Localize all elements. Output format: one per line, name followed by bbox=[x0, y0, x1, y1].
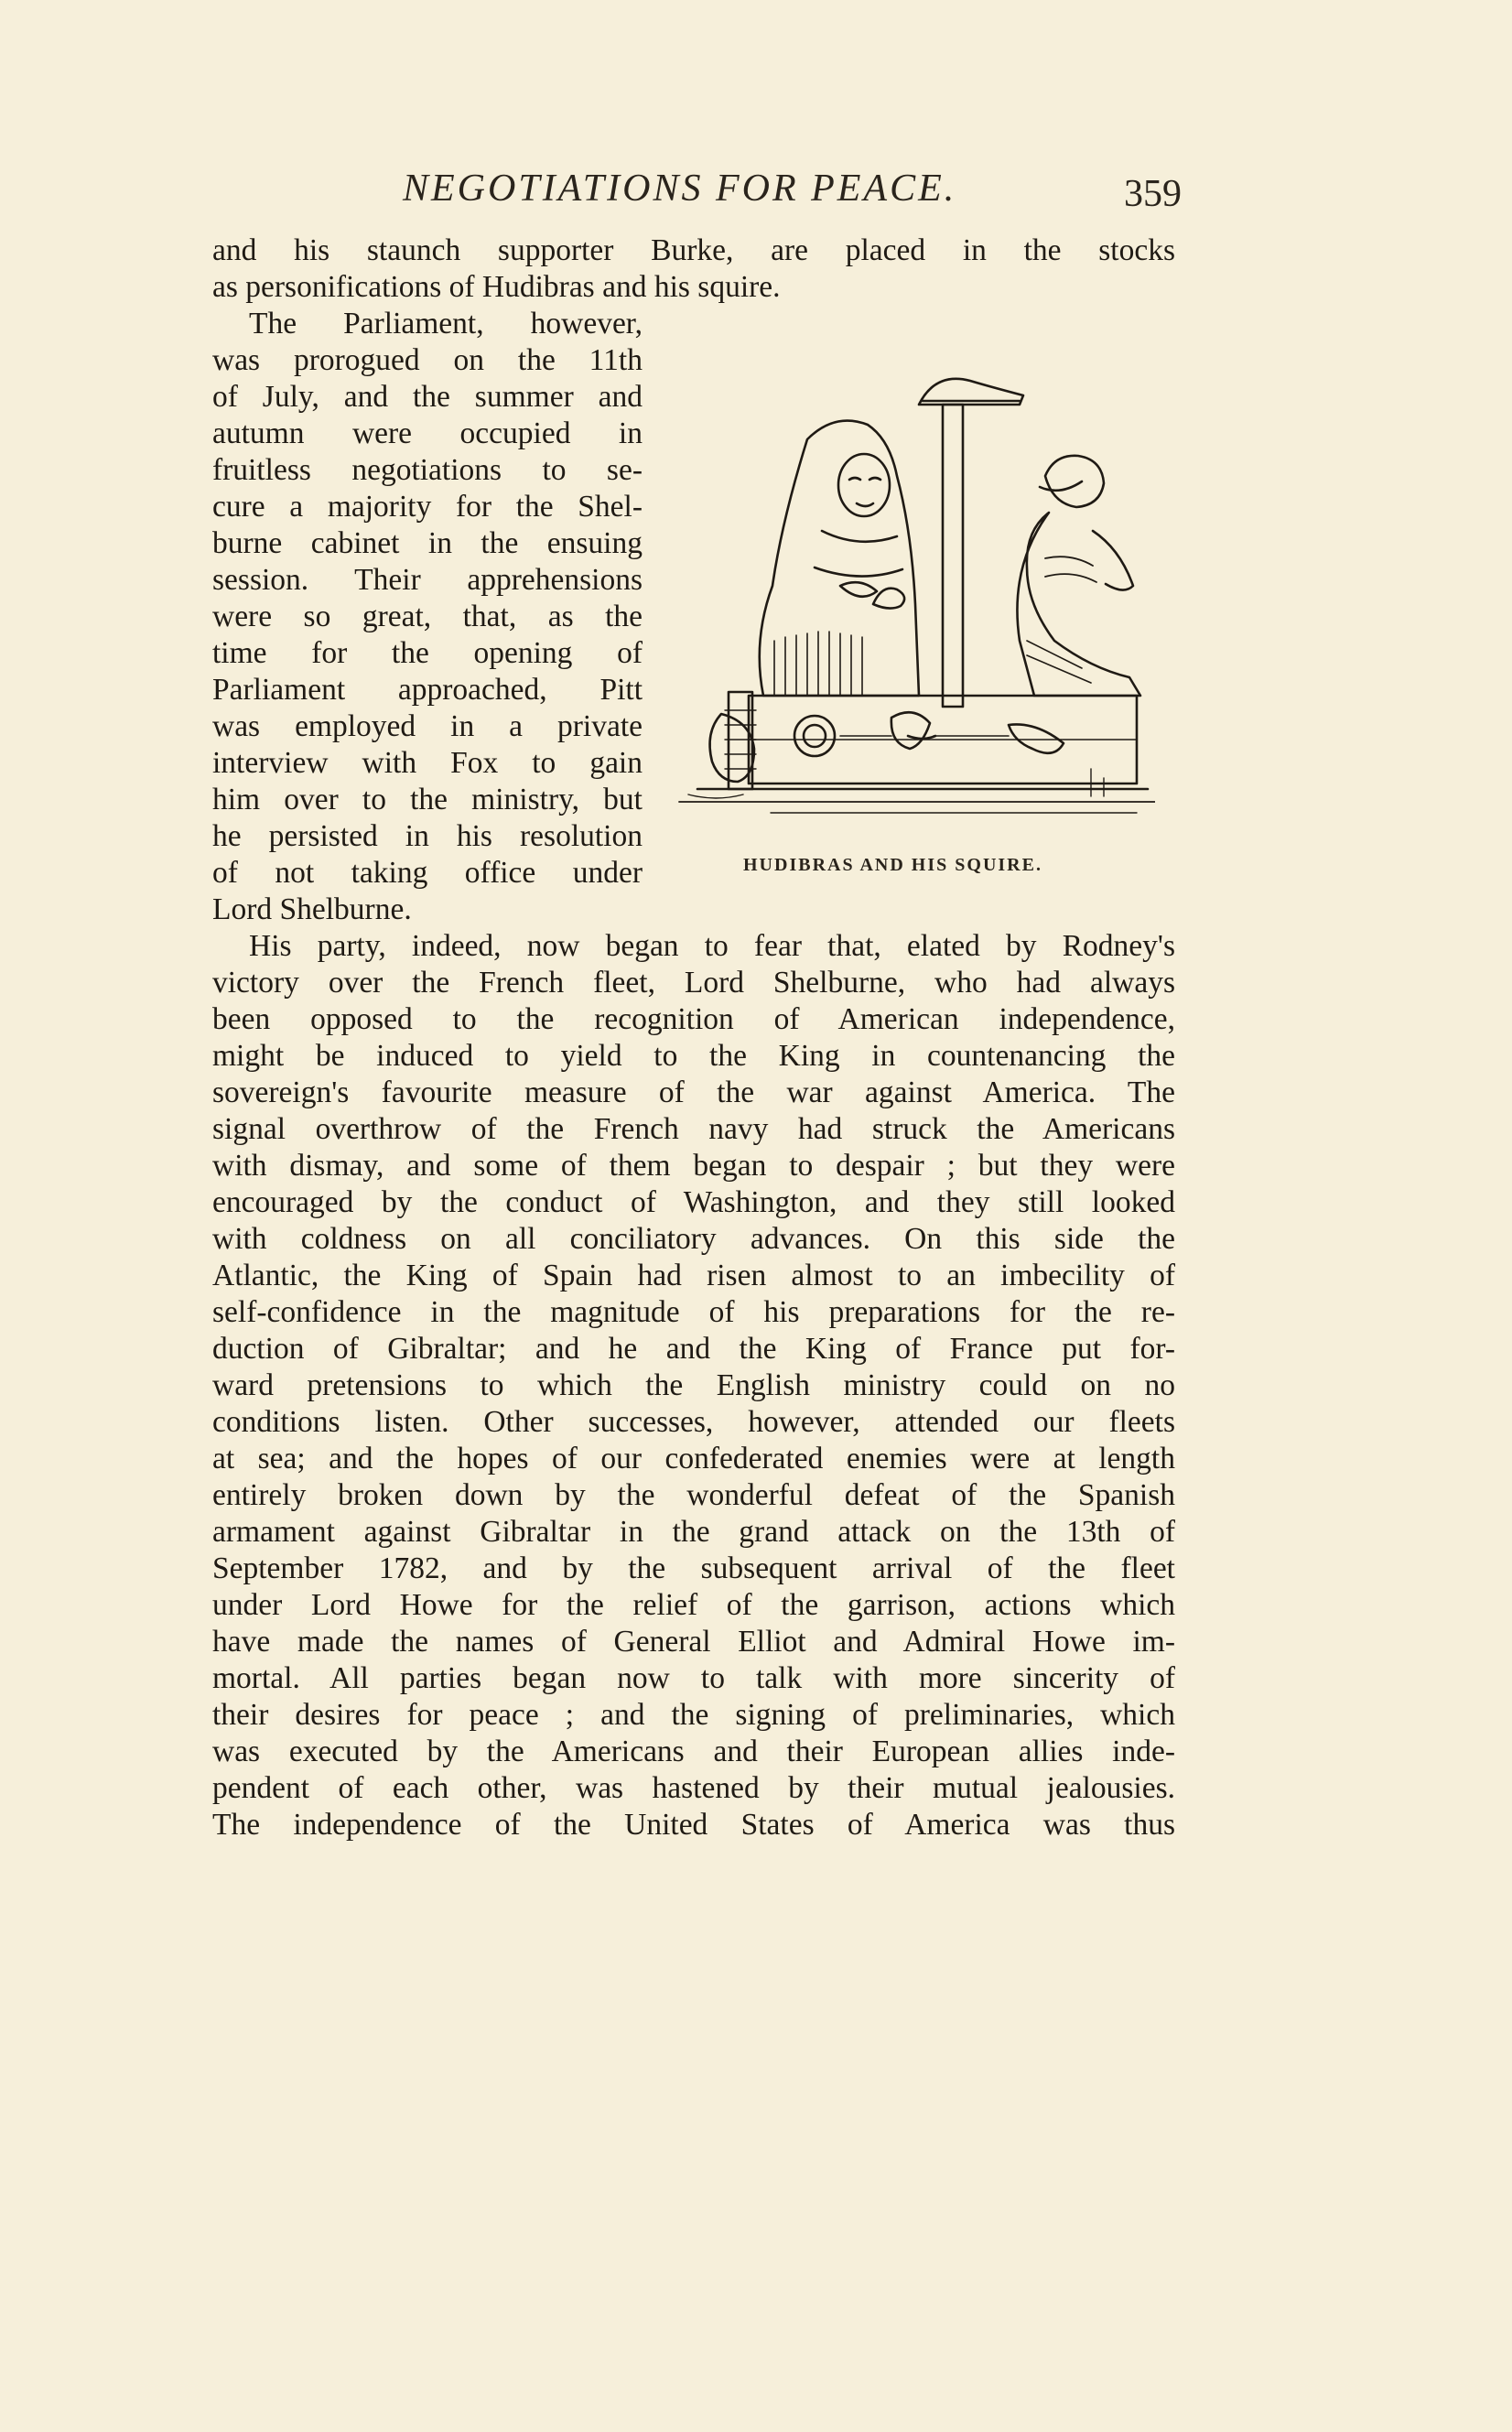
hudibras-illustration bbox=[661, 366, 1155, 842]
text-line: of not taking office under bbox=[212, 856, 643, 890]
text-line: was prorogued on the 11th bbox=[212, 343, 643, 377]
text-line: as personifications of Hudibras and his squire. bbox=[212, 270, 781, 304]
text-line: autumn were occupied in bbox=[212, 416, 643, 450]
text-line: at sea; and the hopes of our confederated enemies were at length bbox=[212, 1442, 1175, 1475]
text-line: pendent of each other, was hastened by their mutual jealousies. bbox=[212, 1771, 1175, 1805]
text-line: Lord Shelburne. bbox=[212, 892, 412, 926]
text-line: with dismay, and some of them began to despair ; but they were bbox=[212, 1149, 1175, 1183]
text-line: interview with Fox to gain bbox=[212, 746, 643, 780]
text-line: self-confidence in the magnitude of his preparations for the re- bbox=[212, 1295, 1175, 1329]
text-line: The Parliament, however, bbox=[249, 307, 643, 340]
text-line: cure a majority for the Shel- bbox=[212, 490, 643, 524]
text-line: entirely broken down by the wonderful defeat of the Spanish bbox=[212, 1478, 1175, 1512]
figure-caption: HUDIBRAS AND HIS SQUIRE. bbox=[743, 855, 1042, 875]
stocks-engraving bbox=[661, 366, 1155, 842]
text-line: was employed in a private bbox=[212, 709, 643, 743]
text-line: duction of Gibraltar; and he and the King of France put for- bbox=[212, 1332, 1175, 1366]
text-line: were so great, that, as the bbox=[212, 600, 643, 633]
text-line: burne cabinet in the ensuing bbox=[212, 526, 643, 560]
text-line: September 1782, and by the subsequent arrival of the fleet bbox=[212, 1551, 1175, 1585]
text-line: and his staunch supporter Burke, are placed in the stocks bbox=[212, 233, 1175, 267]
text-line: The independence of the United States of America was thus bbox=[212, 1808, 1175, 1842]
text-line: armament against Gibraltar in the grand attack on the 13th of bbox=[212, 1515, 1175, 1549]
text-line: conditions listen. Other successes, however, attended our fleets bbox=[212, 1405, 1175, 1439]
text-line: victory over the French fleet, Lord Shelburne, who had always bbox=[212, 966, 1175, 1000]
text-line: was executed by the Americans and their European allies inde- bbox=[212, 1735, 1175, 1768]
text-line: under Lord Howe for the relief of the garrison, actions which bbox=[212, 1588, 1175, 1622]
text-line: session. Their apprehensions bbox=[212, 563, 643, 597]
text-line: signal overthrow of the French navy had struck the Americans bbox=[212, 1112, 1175, 1146]
text-line: Atlantic, the King of Spain had risen almost to an imbecility of bbox=[212, 1259, 1175, 1292]
text-line: of July, and the summer and bbox=[212, 380, 643, 414]
text-line: fruitless negotiations to se- bbox=[212, 453, 643, 487]
text-line: have made the names of General Elliot and Admiral Howe im- bbox=[212, 1625, 1175, 1659]
text-line: been opposed to the recognition of American independence, bbox=[212, 1002, 1175, 1036]
text-line: sovereign's favourite measure of the war against America. The bbox=[212, 1075, 1175, 1109]
text-line: might be induced to yield to the King in countenancing the bbox=[212, 1039, 1175, 1073]
text-line: him over to the ministry, but bbox=[212, 783, 643, 816]
text-line: Parliament approached, Pitt bbox=[212, 673, 643, 707]
text-line: he persisted in his resolution bbox=[212, 819, 643, 853]
text-line: their desires for peace ; and the signing of preliminaries, which bbox=[212, 1698, 1175, 1732]
text-line: encouraged by the conduct of Washington, and they still looked bbox=[212, 1185, 1175, 1219]
text-line: ward pretensions to which the English ministry could on no bbox=[212, 1368, 1175, 1402]
text-line: mortal. All parties began now to talk with more sincerity of bbox=[212, 1661, 1175, 1695]
text-line: His party, indeed, now began to fear that, elated by Rodney's bbox=[249, 929, 1175, 963]
page-number: 359 bbox=[1124, 173, 1182, 215]
running-title: NEGOTIATIONS FOR PEACE. bbox=[403, 168, 957, 210]
text-line: time for the opening of bbox=[212, 636, 643, 670]
text-line: with coldness on all conciliatory advances. On this side the bbox=[212, 1222, 1175, 1256]
